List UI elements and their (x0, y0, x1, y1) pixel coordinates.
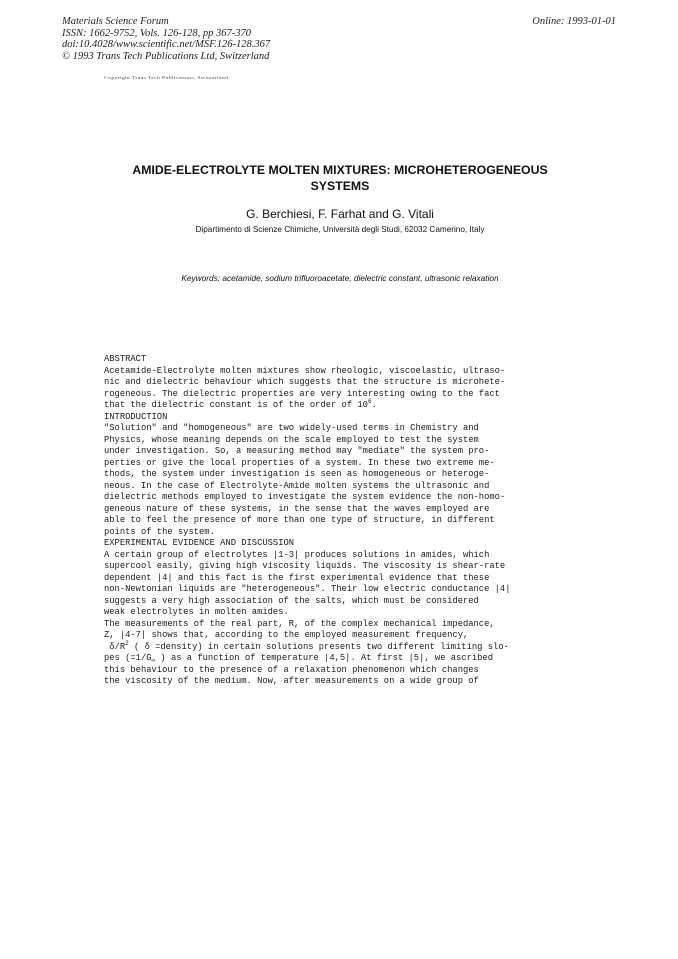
section-heading-abstract: ABSTRACT (104, 354, 147, 364)
journal-name: Materials Science Forum (62, 16, 169, 27)
body-line: this behaviour to the presence of a relaxation phenomenon which changes (104, 664, 479, 675)
body-line: geneous nature of these systems, in the sense that the waves employed are (104, 503, 490, 514)
body-line: points of the system. (104, 526, 215, 537)
body-line: under investigation. So, a measuring method may "mediate" the system pro- (104, 446, 490, 456)
issn-line: ISSN: 1662-9752, Vols. 126-128, pp 367-370 (62, 27, 251, 39)
body-line: pes ($=1/G_\infty$ ) as a function of temperature |4,5|. At first |5|, we ascribed (104, 653, 493, 664)
body-line: weak electrolytes in molten amides. (104, 607, 289, 617)
body-line: A certain group of electrolytes |1-3| produces solutions in amides, which (104, 549, 490, 560)
body-line: suggests a very high association of the salts, which must be considered (104, 595, 479, 606)
publisher-copyright: © 1993 Trans Tech Publications Ltd, Switzerland (62, 50, 270, 62)
doi-link[interactable]: doi:10.4028/www.scientific.net/MSF.126-128.367 (62, 39, 271, 50)
section-heading-introduction: INTRODUCTION (104, 411, 168, 422)
body-line: Physics, whose meaning depends on the scale employed to test the system (104, 434, 479, 445)
section-heading-experimental: EXPERIMENTAL EVIDENCE AND DISCUSSION (104, 538, 295, 548)
scan-copyright-line: Copyright Trans Tech Publications, Switzerland (104, 76, 229, 81)
body-line: perties or give the local properties of a system. In these two extreme me- (104, 457, 495, 468)
paper-title (80, 162, 600, 194)
exponent: 2 (125, 639, 129, 647)
body-line: rogeneous. The dielectric properties are very interesting owing to the fact (104, 388, 500, 399)
keywords: Keywords: acetamide, sodium trifluoroacetate, dielectric constant, ultrasonic relaxation (181, 273, 499, 283)
body-line: non-Newtonian liquids are "heterogeneous". Their low electric conductance |4| (104, 584, 511, 594)
body-line: The measurements of the real part, R, of the complex mechanical impedance, (104, 618, 495, 629)
title-line-1: AMIDE-ELECTROLYTE MOLTEN MIXTURES: MICROHETEROGENEOUS (132, 163, 548, 177)
body-line: Z, |4-7| shows that, according to the employed measurement frequency, (104, 630, 469, 640)
subscript: ∞ (151, 657, 156, 664)
exponent: 6 (367, 398, 372, 405)
title-line-2: SYSTEMS (310, 179, 370, 193)
affiliation: Dipartimento di Scienze Chimiche, Università degli Studi, 62032 Camerino, Italy (195, 225, 485, 234)
authors: G. Berchiesi, F. Farhat and G. Vitali (246, 207, 434, 221)
body-line: able to feel the presence of more than one type of structure, in different (104, 515, 495, 525)
paper-body (104, 354, 544, 688)
body-line: neous. In the case of Electrolyte-Amide molten systems the ultrasonic and (104, 480, 490, 491)
body-line: "Solution" and "homogeneous" are two widely-used terms in Chemistry and (104, 423, 479, 433)
body-line: dielectric methods employed to investigate the system evidence the non-homo- (104, 492, 506, 502)
body-line: that the dielectric constant is of the order of $10^6$. (104, 398, 377, 410)
body-line: dependent |4| and this fact is the first experimental evidence that these (104, 572, 490, 583)
online-date: Online: 1993-01-01 (532, 16, 616, 27)
body-line: Acetamide-Electrolyte molten mixtures show rheologic, viscoelastic, ultraso- (104, 365, 506, 376)
body-line: thods, the system under investigation is seen as homogeneous or heteroge- (104, 469, 490, 479)
journal-header (62, 16, 270, 62)
body-line: nic and dielectric behaviour which suggests that the structure is microhete- (104, 377, 506, 387)
body-line: $\delta/R^2$ ( δ =density) in certain solutions presents two different limiting slo- (104, 639, 509, 652)
body-line: the viscosity of the medium. Now, after measurements on a wide group of (104, 676, 479, 686)
body-line: supercool easily, giving high viscosity liquids. The viscosity is shear-rate (104, 561, 506, 571)
